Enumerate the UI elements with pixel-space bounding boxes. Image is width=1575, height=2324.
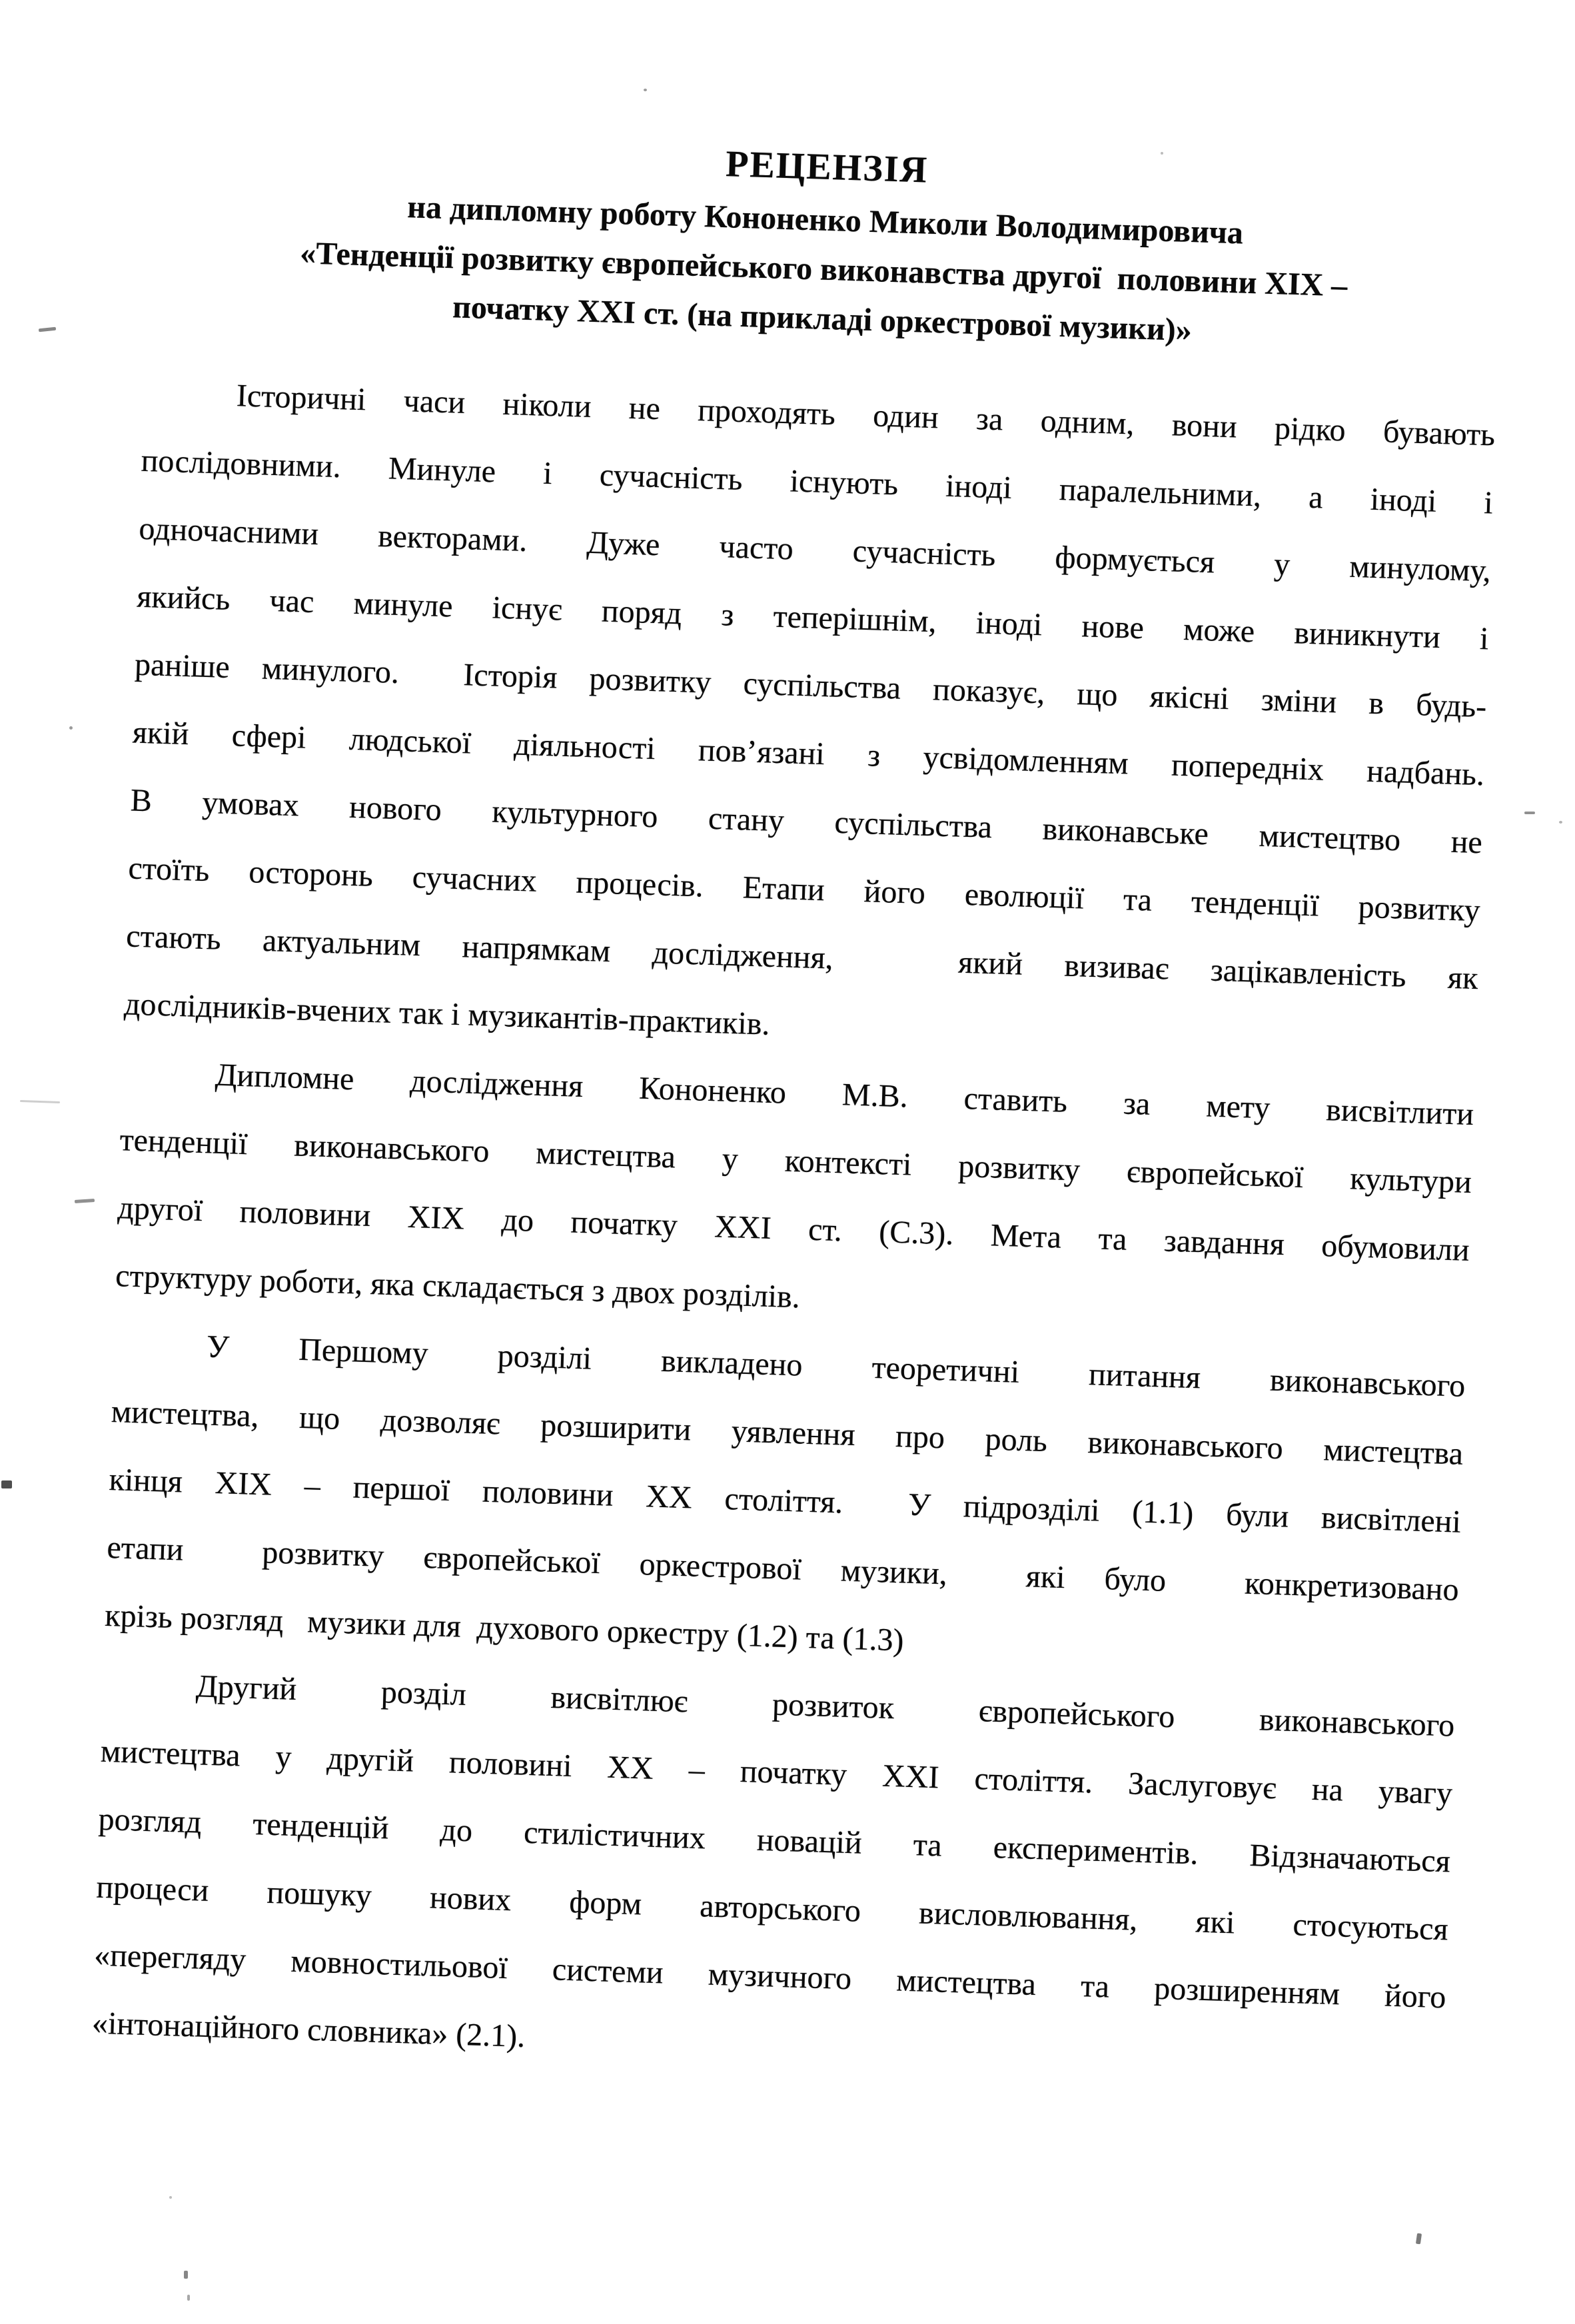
text-line: «інтонаційного словника» (2.1). [91,2005,526,2055]
paragraph [104,1310,1466,1692]
text-line: тенденції виконавського мистецтва у контексті розвитку європейської культури [119,1122,1472,1200]
heading-subtitle: на дипломну роботу Кононенко Миколи Володимировича [406,189,1244,251]
paragraph [123,359,1496,1081]
scan-speck [187,2295,190,2301]
text-line: Дипломне дослідження Кононенко М.В. ставить за мету висвітлити [215,1057,1474,1133]
text-line: мистецтва у другій половині XX – початку XXI століття. Заслуговує на увагу [100,1733,1453,1812]
text-line: розгляд тенденцій до стилістичних новацій та експериментів. Відзначаються [97,1801,1451,1880]
scan-speck [169,2196,172,2199]
heading-thesis-title-line-1: «Тенденції розвитку європейського виконавства другої половини XIX – [299,235,1348,304]
scan-speck [1559,821,1562,824]
heading-title: РЕЦЕНЗІЯ [725,143,929,191]
scan-speck [644,89,647,91]
text-line: раніше минулого. Історія розвитку суспільства показує, що якісні зміни в будь- [134,646,1488,725]
paragraph [91,1650,1456,2099]
text-line: послідовними. Минуле і сучасність існують іноді паралельними, а іноді і [141,442,1494,521]
scan-speck [69,726,73,730]
document-heading [145,118,1504,365]
paragraph [115,1038,1475,1353]
scan-speck [39,327,56,332]
heading-thesis-title-line-2: початку XXI ст. (на прикладі оркестрової музики)» [452,289,1193,348]
scan-speck [75,1199,95,1203]
text-line: якийсь час минуле існує поряд з теперішнім, іноді нове може виникнути і [136,578,1490,657]
text-line: якій сфері людської діяльності пов’язані з усвідомленням попередніх надбань. [132,714,1485,793]
text-line: стають актуальним напрямкам дослідження, який визиває зацікавленість як [125,918,1479,997]
document-body [91,359,1496,2100]
text-line: структуру роботи, яка складається з двох розділів. [115,1258,801,1315]
text-line: одночасними векторами. Дуже часто сучасність формується у минулому, [138,510,1492,589]
scan-speck [184,2271,188,2279]
text-line: процеси пошуку нових форм авторського висловлювання, які стосуються [95,1869,1449,1948]
scan-speck [20,1100,60,1103]
text-line: дослідників-вчених так і музикантів-практиків. [123,986,771,1042]
text-line: другої половини XIX до початку XXI ст. (С.3). Мета та завдання обумовили [117,1190,1470,1268]
text-line: крізь розгляд музики для духового оркестру (1.2) та (1.3) [104,1597,905,1658]
text-line: В умовах нового культурного стану суспільства виконавське мистецтво не [129,782,1483,861]
text-line: Другий розділ висвітлює розвиток європейського виконавського [195,1668,1455,1744]
scan-speck [1416,2233,1422,2245]
document-content [91,118,1504,2099]
text-line: кінця XIX – першої половини XX століття. У підрозділі (1.1) були висвітлені [108,1462,1462,1540]
text-line: У Першому розділі викладено теоретичні питання виконавського [206,1329,1466,1404]
text-line: стоїть осторонь сучасних процесів. Етапи його еволюції та тенденції розвитку [127,850,1481,929]
text-line: «перегляду мовностильової системи музичного мистецтва та розширенням його [93,1937,1447,2016]
text-line: Історичні часи ніколи не проходять один за одним, вони рідко бувають [236,378,1496,453]
scan-speck [1,1480,12,1488]
text-line: етапи розвитку європейської оркестрової музики, які було конкретизовано [106,1529,1460,1608]
scan-speck [1161,152,1163,155]
text-line: мистецтва, що дозволяє розширити уявлення про роль виконавського мистецтва [111,1394,1464,1472]
scan-speck [1524,812,1535,814]
